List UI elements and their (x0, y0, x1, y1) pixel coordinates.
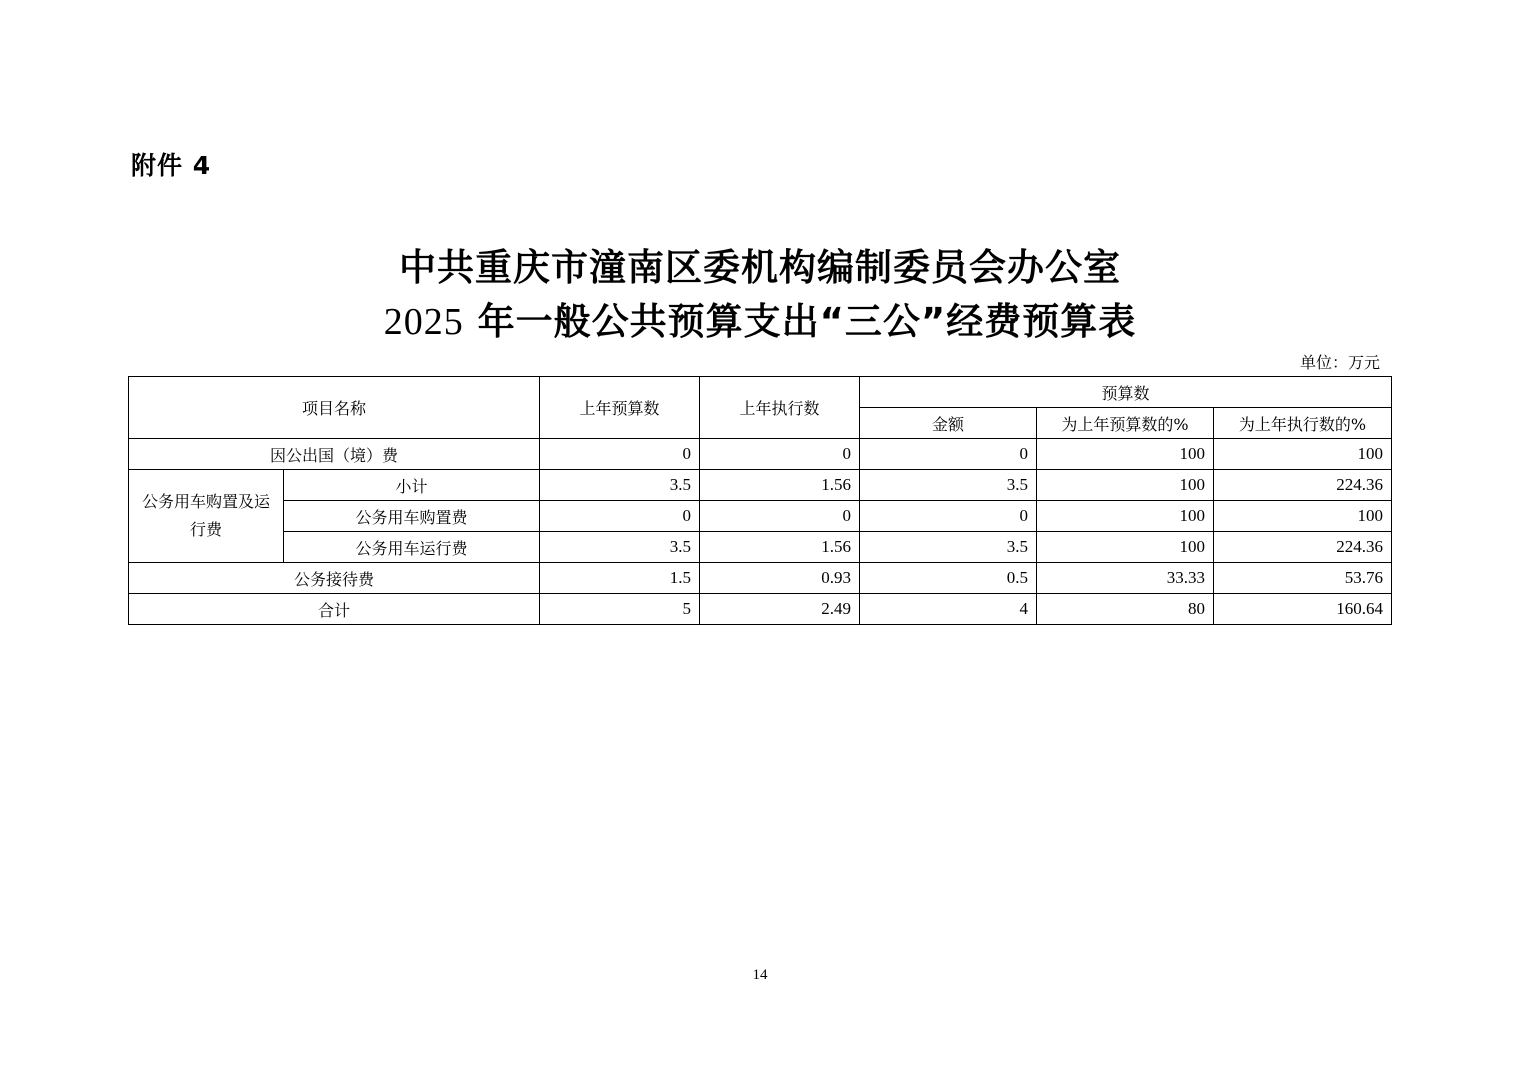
cell-prev-executed: 1.56 (700, 532, 860, 563)
table-header-row (129, 377, 1392, 408)
cell-prev-executed: 2.49 (700, 594, 860, 625)
cell-amount: 0.5 (860, 563, 1037, 594)
cell-amount: 3.5 (860, 470, 1037, 501)
table-total-row (129, 594, 1392, 625)
header-budget: 预算数 (860, 377, 1392, 408)
budget-table (128, 376, 1392, 625)
cell-prev-executed: 0 (700, 501, 860, 532)
cell-pct-prev-executed: 53.76 (1214, 563, 1392, 594)
cell-pct-prev-executed: 160.64 (1214, 594, 1392, 625)
cell-pct-prev-budget: 100 (1037, 501, 1214, 532)
cell-pct-prev-executed: 100 (1214, 439, 1392, 470)
attachment-label: 附件 4 (131, 151, 212, 180)
table-row (129, 439, 1392, 470)
title-year: 2025 (383, 301, 464, 343)
cell-prev-budget: 5 (540, 594, 700, 625)
table-row (129, 501, 1392, 532)
document-title-line1: 中共重庆市潼南区委机构编制委员会办公室 (399, 246, 1121, 289)
table-row (129, 563, 1392, 594)
row-name: 公务用车购置费 (284, 501, 540, 532)
cell-amount: 0 (860, 439, 1037, 470)
row-name: 公务接待费 (129, 563, 540, 594)
cell-pct-prev-executed: 224.36 (1214, 532, 1392, 563)
header-pct-prev-budget: 为上年预算数的% (1037, 408, 1214, 439)
cell-prev-executed: 0 (700, 439, 860, 470)
header-amount: 金额 (860, 408, 1037, 439)
cell-pct-prev-budget: 80 (1037, 594, 1214, 625)
row-group-vehicle: 公务用车购置及运行费 (129, 470, 284, 563)
cell-prev-budget: 1.5 (540, 563, 700, 594)
cell-pct-prev-executed: 224.36 (1214, 470, 1392, 501)
cell-pct-prev-budget: 100 (1037, 470, 1214, 501)
cell-prev-budget: 0 (540, 439, 700, 470)
cell-pct-prev-budget: 100 (1037, 439, 1214, 470)
row-name: 因公出国（境）费 (129, 439, 540, 470)
cell-amount: 4 (860, 594, 1037, 625)
cell-prev-budget: 3.5 (540, 470, 700, 501)
cell-prev-executed: 0.93 (700, 563, 860, 594)
cell-prev-budget: 3.5 (540, 532, 700, 563)
header-item-name: 项目名称 (129, 377, 540, 439)
cell-pct-prev-budget: 100 (1037, 532, 1214, 563)
header-prev-executed: 上年执行数 (700, 377, 860, 439)
cell-pct-prev-executed: 100 (1214, 501, 1392, 532)
cell-prev-executed: 1.56 (700, 470, 860, 501)
page-number: 14 (752, 967, 768, 983)
cell-pct-prev-budget: 33.33 (1037, 563, 1214, 594)
header-prev-budget: 上年预算数 (540, 377, 700, 439)
document-title-line2 (0, 298, 1520, 346)
header-pct-prev-executed: 为上年执行数的% (1214, 408, 1392, 439)
unit-label: 单位：万元 (1299, 353, 1380, 372)
table-row (129, 470, 1392, 501)
table-row (129, 532, 1392, 563)
cell-amount: 0 (860, 501, 1037, 532)
row-name: 合计 (129, 594, 540, 625)
title-line2-text: 年一般公共预算支出“三公”经费预算表 (463, 300, 1137, 343)
row-name: 小计 (284, 470, 540, 501)
cell-prev-budget: 0 (540, 501, 700, 532)
row-name: 公务用车运行费 (284, 532, 540, 563)
cell-amount: 3.5 (860, 532, 1037, 563)
